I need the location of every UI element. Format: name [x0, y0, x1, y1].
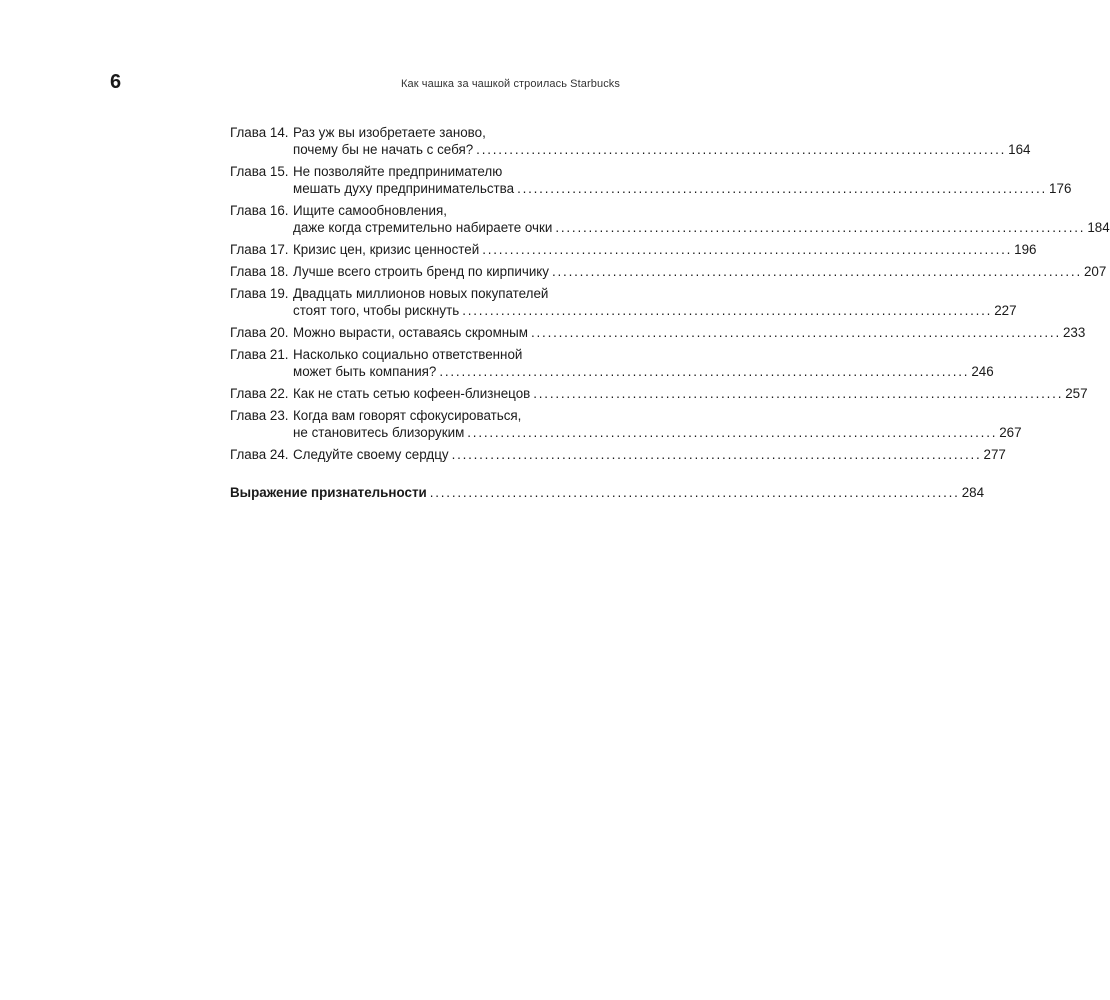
chapter-title-line: почему бы не начать с себя?: [293, 142, 474, 157]
toc-entry-chapter-22[interactable]: [230, 385, 1088, 402]
acknowledgements-page-number: 284: [961, 485, 985, 500]
chapter-page-number: 227: [994, 303, 1017, 318]
dot-leader: ................................................................................................: [517, 181, 1048, 196]
chapter-title-line: стоят того, чтобы рискнуть: [293, 303, 460, 318]
chapter-title-line: Кризис цен, кризис ценностей: [293, 242, 480, 257]
chapter-title-line: Лучше всего строить бренд по кирпичику: [293, 264, 550, 279]
dot-leader: ................................................................................................: [429, 485, 960, 500]
chapter-label: Глава 15.: [230, 164, 289, 179]
dot-leader: ................................................................................................: [533, 386, 1064, 401]
table-of-contents: [230, 124, 1110, 501]
chapter-page-number: 257: [1065, 386, 1088, 401]
chapter-label: Глава 18.: [230, 264, 289, 279]
toc-entry-acknowledgements[interactable]: [230, 484, 985, 501]
toc-entry-chapter-21[interactable]: [230, 346, 994, 380]
running-head: Как чашка за чашкой строилась Starbucks: [401, 78, 620, 90]
toc-entry-chapter-18[interactable]: [230, 263, 1107, 280]
chapter-page-number: 207: [1083, 264, 1107, 279]
toc-entry-chapter-15[interactable]: [230, 163, 1072, 197]
chapter-title-line: Можно вырасти, оставаясь скромным: [293, 325, 529, 340]
chapter-title-line: может быть компания?: [293, 364, 437, 379]
chapter-title-line: Когда вам говорят сфокусироваться,: [293, 408, 522, 423]
chapter-page-number: 184: [1087, 220, 1110, 235]
chapter-title-line: мешать духу предпринимательства: [293, 181, 515, 196]
dot-leader: ................................................................................................: [476, 142, 1007, 157]
chapter-title-line: Раз уж вы изобретаете заново,: [293, 125, 486, 140]
chapter-page-number: 164: [1008, 142, 1031, 157]
dot-leader: ................................................................................................: [555, 220, 1086, 235]
chapter-page-number: 233: [1062, 325, 1086, 340]
dot-leader: ................................................................................................: [482, 242, 1013, 257]
chapter-label: Глава 24.: [230, 447, 289, 462]
toc-entry-chapter-17[interactable]: [230, 241, 1037, 258]
dot-leader: ................................................................................................: [467, 425, 998, 440]
chapter-label: Глава 19.: [230, 286, 289, 301]
chapter-title-line: даже когда стремительно набираете очки: [293, 220, 553, 235]
dot-leader: ................................................................................................: [439, 364, 970, 379]
dot-leader: ................................................................................................: [531, 325, 1061, 340]
page-number: 6: [110, 71, 122, 93]
chapter-page-number: 196: [1014, 242, 1037, 257]
chapter-title-line: не становитесь близоруким: [293, 425, 465, 440]
chapter-label: Глава 20.: [230, 325, 289, 340]
chapter-label: Глава 21.: [230, 347, 289, 362]
chapter-page-number: 267: [999, 425, 1022, 440]
chapter-label: Глава 17.: [230, 242, 289, 257]
chapter-label: Глава 23.: [230, 408, 289, 423]
dot-leader: ................................................................................................: [552, 264, 1082, 279]
toc-entry-chapter-16[interactable]: [230, 202, 1110, 236]
chapter-label: Глава 22.: [230, 386, 289, 401]
dot-leader: ................................................................................................: [462, 303, 993, 318]
toc-entry-chapter-24[interactable]: [230, 446, 1006, 463]
chapter-page-number: 277: [983, 447, 1006, 462]
chapter-page-number: 246: [971, 364, 994, 379]
toc-entry-chapter-20[interactable]: [230, 324, 1086, 341]
chapter-title-line: Как не стать сетью кофеен-близнецов: [293, 386, 531, 401]
chapter-title-line: Двадцать миллионов новых покупателей: [293, 286, 549, 301]
chapter-label: Глава 14.: [230, 125, 289, 140]
toc-entry-chapter-23[interactable]: [230, 407, 1022, 441]
acknowledgements-title: Выражение признательности: [230, 485, 427, 500]
chapter-label: Глава 16.: [230, 203, 289, 218]
chapter-title-line: Насколько социально ответственной: [293, 347, 523, 362]
chapter-title-line: Ищите самообновления,: [293, 203, 447, 218]
dot-leader: ................................................................................................: [451, 447, 982, 462]
toc-entry-chapter-19[interactable]: [230, 285, 1017, 319]
chapter-page-number: 176: [1049, 181, 1072, 196]
chapter-title-line: Следуйте своему сердцу: [293, 447, 449, 462]
chapter-title-line: Не позволяйте предпринимателю: [293, 164, 503, 179]
toc-entry-chapter-14[interactable]: [230, 124, 1031, 158]
